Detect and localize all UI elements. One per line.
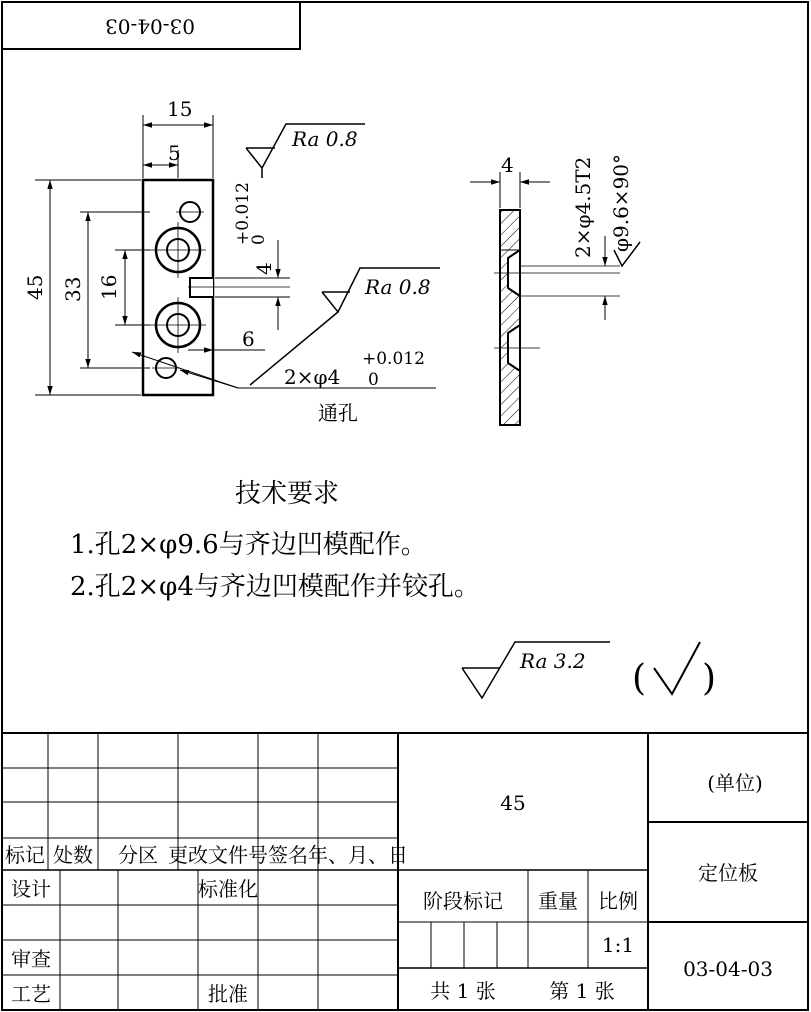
side-view xyxy=(500,210,520,425)
part-name: 定位板 xyxy=(698,861,758,885)
label-review: 审查 xyxy=(11,947,51,971)
material: 45 xyxy=(500,791,526,815)
countersink-callout-1: 2×φ4.5T2 xyxy=(571,156,595,258)
dim-5: 5 xyxy=(168,141,181,165)
sheet-number: 第 1 张 xyxy=(549,979,615,1003)
roughness-label-2: Ra 0.8 xyxy=(365,275,431,299)
label-weight: 重量 xyxy=(538,889,578,913)
label-design: 设计 xyxy=(11,877,51,901)
rotated-number-box xyxy=(2,2,300,49)
general-roughness-label: Ra 3.2 xyxy=(520,649,586,673)
label-standardization: 标准化 xyxy=(198,877,258,901)
label-count: 处数 xyxy=(53,843,93,867)
label-process: 工艺 xyxy=(11,982,51,1006)
total-sheets: 共 1 张 xyxy=(430,979,496,1003)
countersink-callout-2: φ9.6×90° xyxy=(609,153,633,252)
general-roughness-close: ) xyxy=(702,658,717,699)
scale-value: 1:1 xyxy=(601,933,635,957)
through-hole-note: 通孔 xyxy=(318,401,358,425)
dim-15: 15 xyxy=(167,97,193,121)
label-mark: 标记 xyxy=(5,843,45,867)
requirement-1: 1.孔2×φ9.6与齐边凹模配作。 xyxy=(70,530,427,560)
label-stage: 阶段标记 xyxy=(423,889,503,913)
dim-45: 45 xyxy=(23,274,47,300)
label-approve: 批准 xyxy=(208,982,248,1006)
dim-thickness: 4 xyxy=(501,153,514,177)
hole-tol-lower: 0 xyxy=(368,370,379,390)
hole-callout: 2×φ4 xyxy=(284,365,341,389)
check-mark-icon xyxy=(654,642,700,694)
slot-tol-upper: +0.012 xyxy=(233,182,253,245)
label-scale: 比例 xyxy=(598,889,638,913)
label-zone: 分区 xyxy=(118,843,158,867)
roughness-label-1: Ra 0.8 xyxy=(292,127,358,151)
requirements-title: 技术要求 xyxy=(235,479,340,509)
label-signature: 签名 xyxy=(268,843,308,867)
slot-tol-lower: 0 xyxy=(249,234,269,245)
label-date: 年、月、日 xyxy=(308,843,408,867)
general-roughness-open: ( xyxy=(632,658,647,699)
dim-33: 33 xyxy=(61,276,85,302)
hole-tol-upper: +0.012 xyxy=(362,349,425,369)
requirement-2: 2.孔2×φ4与齐边凹模配作并铰孔。 xyxy=(70,572,480,602)
dim-4-slot: 4 xyxy=(252,262,276,275)
organization: (单位) xyxy=(707,771,763,795)
dim-16: 16 xyxy=(97,274,121,300)
label-change-doc: 更改文件号 xyxy=(168,843,268,867)
drawing-number: 03-04-03 xyxy=(683,957,773,981)
rotated-drawing-number: 03-04-03 xyxy=(105,14,195,39)
dim-6: 6 xyxy=(242,327,255,351)
